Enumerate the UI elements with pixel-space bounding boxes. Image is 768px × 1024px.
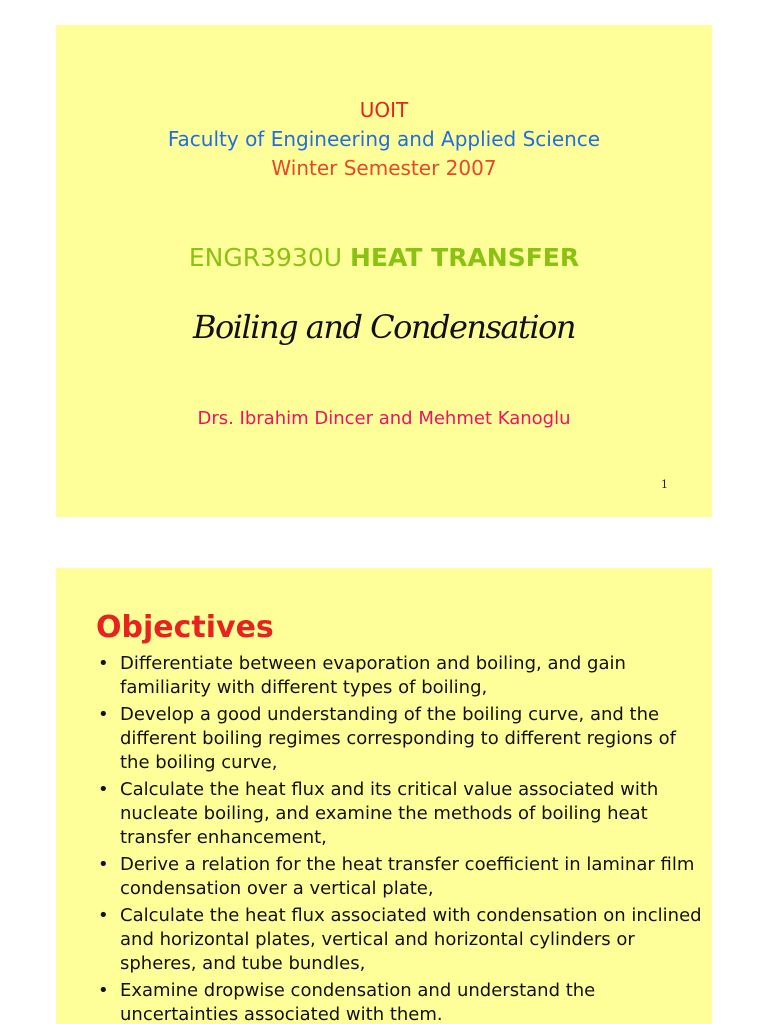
- list-item: [96, 979, 706, 1024]
- list-item-text: Examine dropwise condensation and understand the uncertainties associated with them.: [120, 980, 596, 1024]
- list-item-text: Calculate the heat flux associated with condensation on inclined and horizontal plates, vertical and horizontal cylinders or spheres, and tube bundles,: [120, 905, 702, 974]
- bullet-icon: •: [98, 779, 109, 800]
- list-item: [96, 778, 706, 850]
- list-item-text: Calculate the heat flux and its critical value associated with nucleate boiling, and examine the methods of boiling heat transfer enhancement,: [120, 779, 659, 848]
- semester-label: Winter Semester 2007: [271, 156, 497, 180]
- objectives-heading: Objectives: [96, 610, 274, 645]
- bullet-icon: •: [98, 854, 109, 875]
- course-name: HEAT TRANSFER: [349, 243, 580, 272]
- title-slide: [56, 25, 712, 517]
- course-code: ENGR3930U: [188, 243, 343, 272]
- list-item: [96, 652, 706, 700]
- lecture-title: Boiling and Condensation: [193, 308, 575, 346]
- list-item: [96, 853, 706, 901]
- bullet-icon: •: [98, 980, 109, 1001]
- bullet-icon: •: [98, 653, 109, 674]
- bullet-icon: •: [98, 704, 109, 725]
- objectives-slide: [56, 568, 712, 1024]
- institution-name: UOIT: [359, 98, 409, 122]
- list-item: [96, 703, 706, 775]
- faculty-name: Faculty of Engineering and Applied Science: [167, 127, 601, 151]
- list-item-text: Derive a relation for the heat transfer coefficient in laminar film condensation over a vertical plate,: [120, 854, 695, 899]
- course-title: [56, 243, 712, 272]
- page-number: 1: [661, 478, 668, 491]
- list-item: [96, 904, 706, 976]
- authors: Drs. Ibrahim Dincer and Mehmet Kanoglu: [197, 408, 571, 429]
- list-item-text: Develop a good understanding of the boiling curve, and the different boiling regimes corresponding to different regions of the boiling curve,: [120, 704, 676, 773]
- bullet-icon: •: [98, 905, 109, 926]
- list-item-text: Differentiate between evaporation and boiling, and gain familiarity with different types of boiling,: [120, 653, 626, 698]
- objectives-list: [96, 652, 706, 1024]
